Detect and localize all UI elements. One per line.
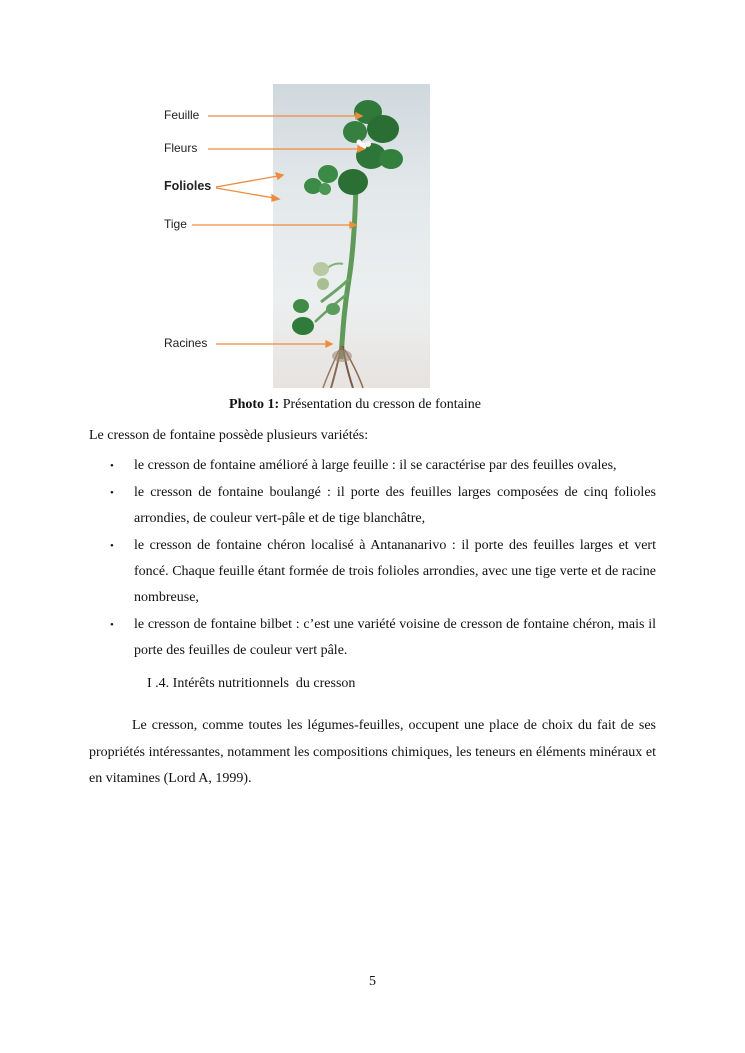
label-racines: Racines: [164, 336, 208, 350]
label-fleurs: Fleurs: [164, 141, 198, 155]
intro-text: Le cresson de fontaine possède plusieurs variétés:: [89, 428, 369, 443]
list-item-text: le cresson de fontaine chéron localisé à Antananarivo : il porte des feuilles larges et vert foncé. Chaque feuille étant formée de trois folioles arrondies, avec une tige verte et de racine nombreuse,: [134, 538, 656, 605]
list-item-text: le cresson de fontaine boulangé : il porte des feuilles larges composées de cinq folioles arrondies, de couleur vert-pâle et de tige blanchâtre,: [134, 485, 656, 526]
list-item-text: le cresson de fontaine amélioré à large feuille : il se caractérise par des feuilles ovales,: [134, 458, 617, 473]
bullet-icon: •: [110, 540, 114, 552]
watercress-figure: [150, 78, 450, 390]
bullet-icon: •: [110, 487, 114, 499]
label-feuille: Feuille: [164, 108, 200, 122]
page-number: 5: [369, 974, 376, 989]
list-item: [89, 453, 656, 479]
body-paragraph: Le cresson, comme toutes les légumes-feuilles, occupent une place de choix du fait de ses propriétés intéressantes, notamment les compositions chimiques, les teneurs en éléments minéraux et en vitamines (Lord A, 1999).: [89, 718, 656, 786]
label-tige: Tige: [164, 217, 187, 231]
caption-text: Présentation du cresson de fontaine: [279, 397, 481, 412]
list-item: [89, 612, 656, 664]
caption-label: Photo 1:: [229, 397, 280, 412]
bullet-icon: •: [110, 460, 114, 472]
label-folioles: Folioles: [164, 179, 212, 193]
list-item-text: le cresson de fontaine bilbet : c’est une variété voisine de cresson de fontaine chéron, mais il porte des feuilles de couleur vert pâle.: [134, 617, 656, 658]
variety-list: [89, 453, 656, 665]
section-heading: I .4. Intérêts nutritionnels du cresson: [147, 676, 356, 691]
figure-caption: [0, 397, 710, 413]
bullet-icon: •: [110, 619, 114, 631]
list-item: [89, 533, 656, 611]
list-item: [89, 480, 656, 532]
